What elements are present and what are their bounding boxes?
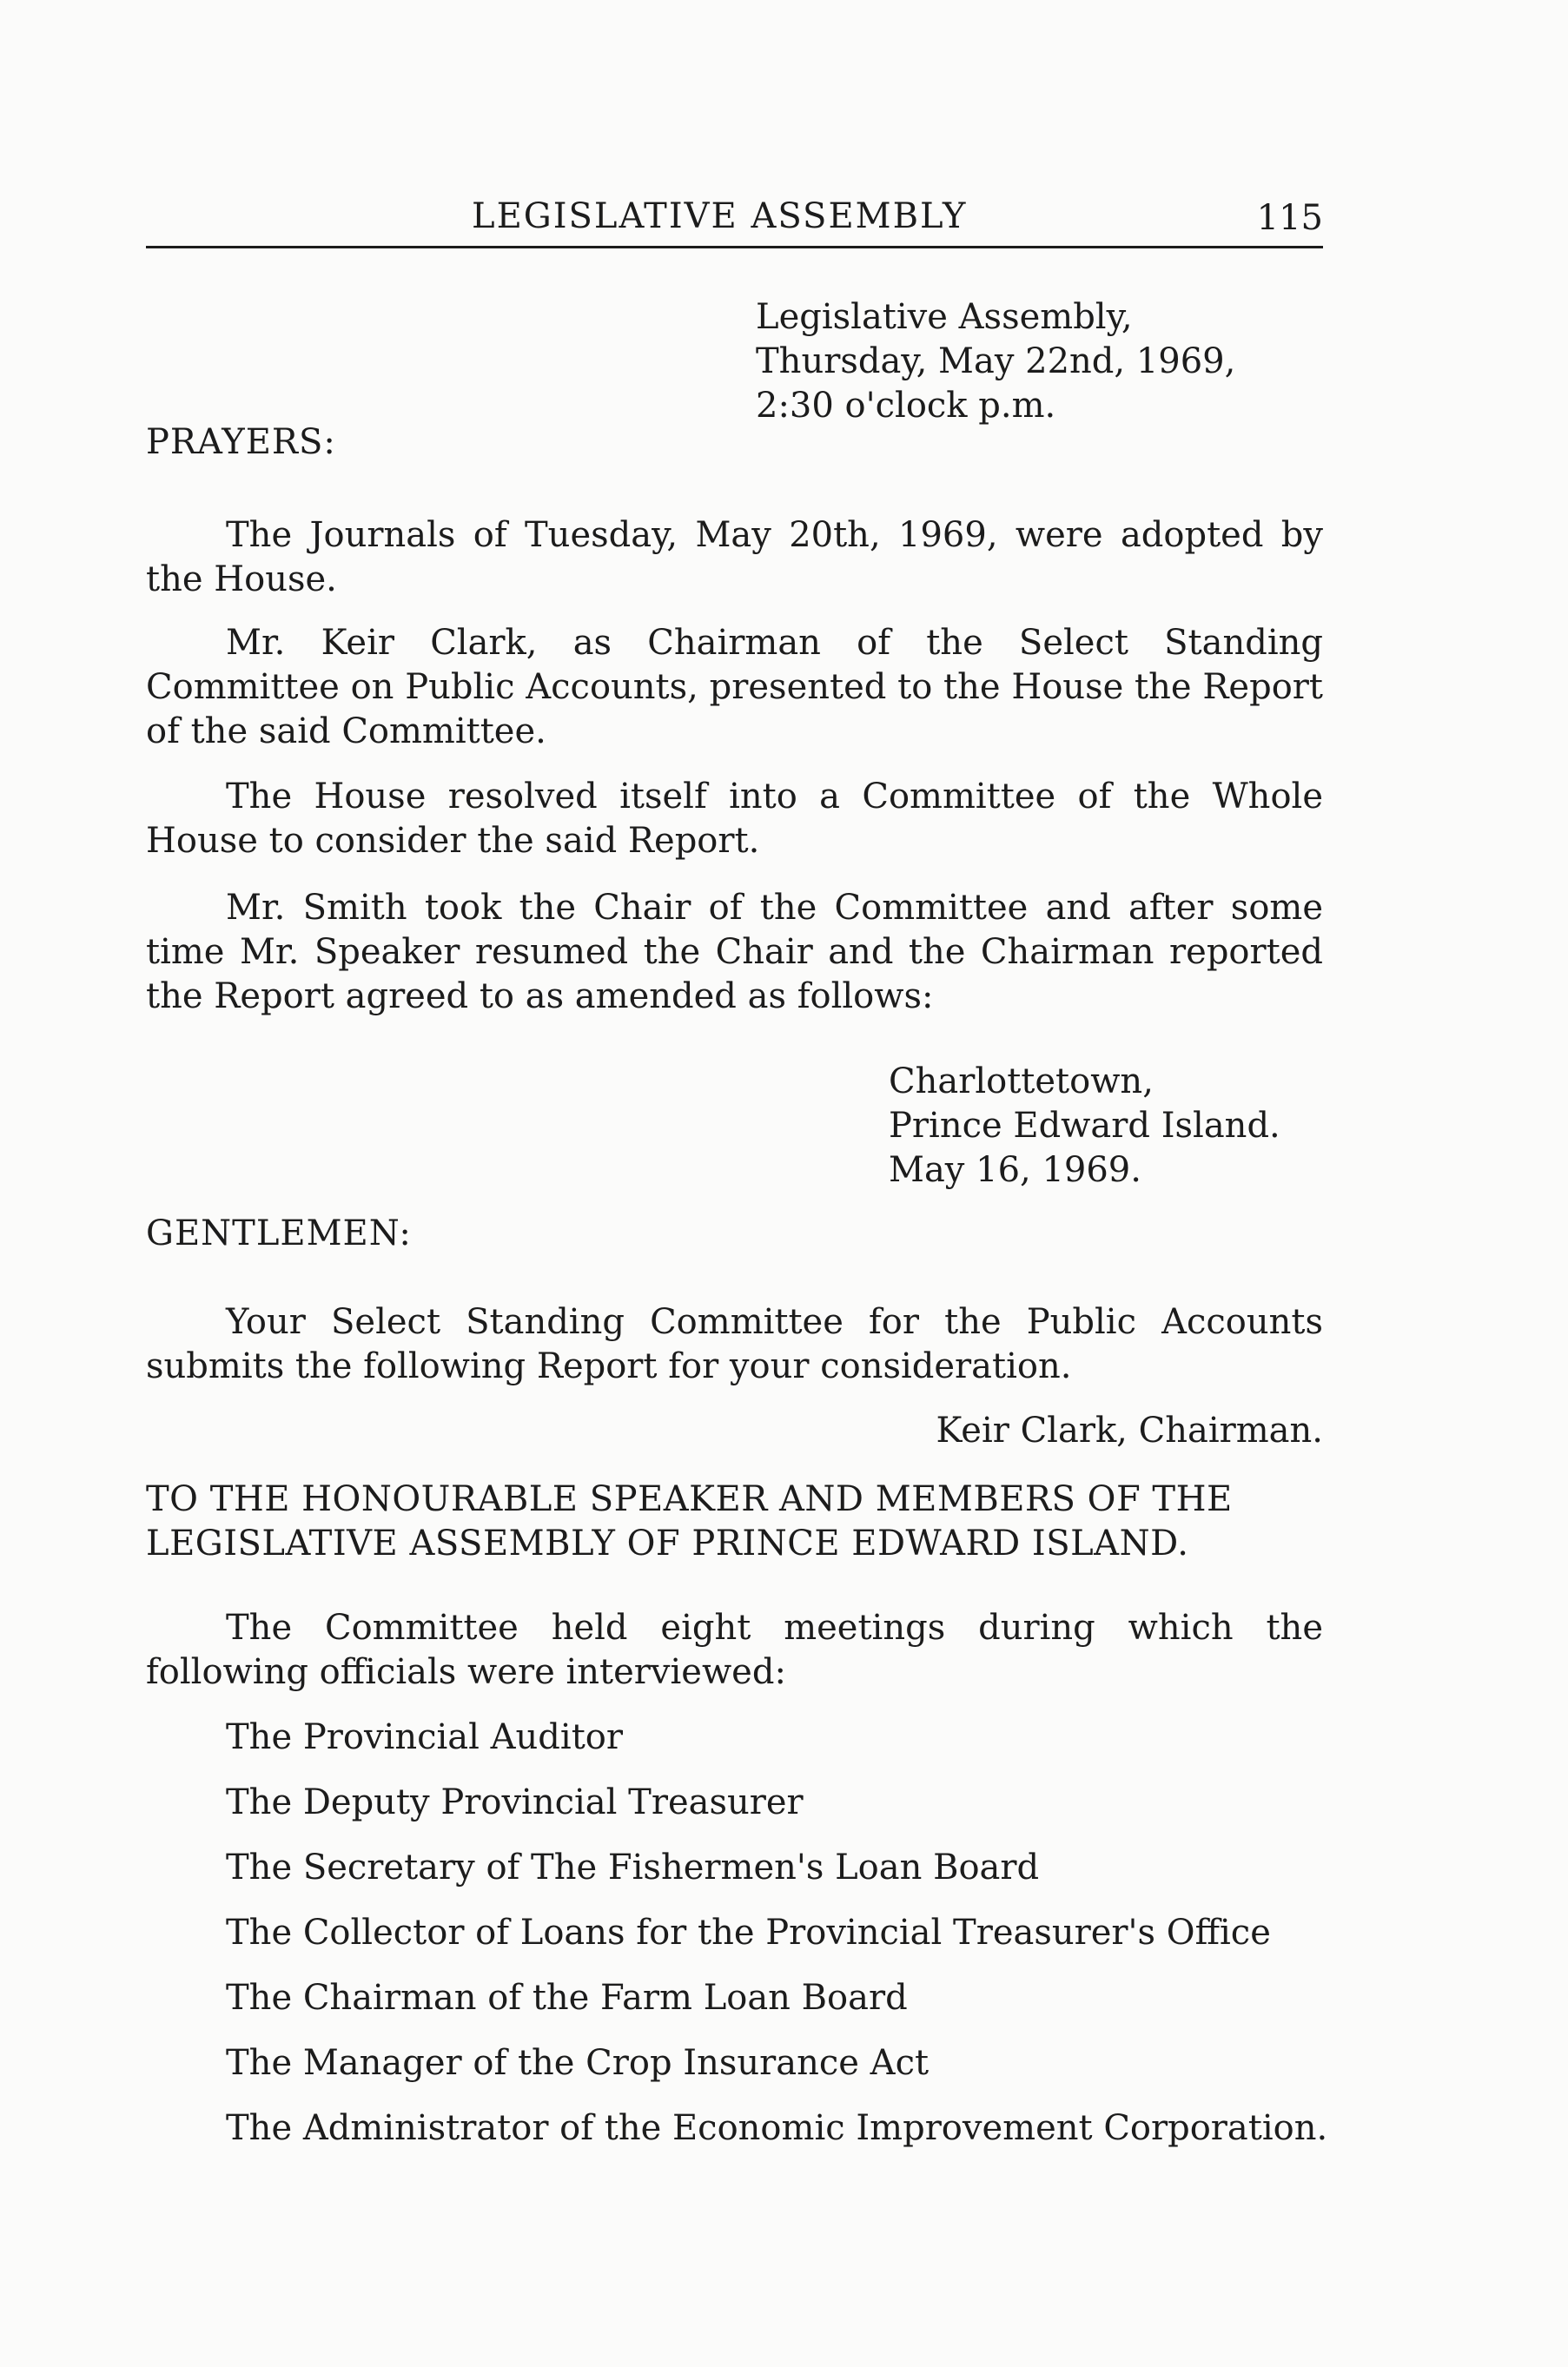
prayers-label: PRAYERS: <box>146 422 336 462</box>
paragraph-chair-report: Mr. Smith took the Chair of the Committee and after some time Mr. Speaker resumed the Chair and the Chairman reported the Report agreed to as amended as follows: <box>146 888 1323 1016</box>
official-list-item: The Collector of Loans for the Provincial Treasurer's Office <box>226 1913 1271 1953</box>
sitting-time: 2:30 o'clock p.m. <box>756 386 1056 426</box>
report-province: Prince Edward Island. <box>889 1106 1280 1146</box>
paragraph-committee-of-whole: The House resolved itself into a Committee of the Whole House to consider the said Report. <box>146 777 1323 861</box>
official-list-item: The Secretary of The Fishermen's Loan Board <box>226 1848 1040 1888</box>
page-header <box>146 196 1323 248</box>
running-head: LEGISLATIVE ASSEMBLY <box>472 196 968 236</box>
official-list-item: The Administrator of the Economic Improvement Corporation. <box>226 2108 1328 2148</box>
sitting-date: Thursday, May 22nd, 1969, <box>756 341 1236 381</box>
page-number: 115 <box>1256 198 1323 238</box>
official-list-item: The Manager of the Crop Insurance Act <box>226 2043 930 2083</box>
paragraph-report-presented: Mr. Keir Clark, as Chairman of the Select Standing Committee on Public Accounts, presented to the House the Report of the said Committee. <box>146 623 1323 751</box>
address-line-1: TO THE HONOURABLE SPEAKER AND MEMBERS OF THE <box>146 1479 1233 1519</box>
meetings-paragraph: The Committee held eight meetings during which the following officials were interviewed: <box>146 1608 1323 1692</box>
address-line-2: LEGISLATIVE ASSEMBLY OF PRINCE EDWARD ISLAND. <box>146 1524 1189 1564</box>
report-city: Charlottetown, <box>889 1061 1154 1101</box>
address-heading <box>146 1478 1323 1566</box>
official-list-item: The Provincial Auditor <box>226 1717 623 1757</box>
sitting-dateline <box>756 295 1235 428</box>
salutation: GENTLEMEN: <box>146 1213 412 1253</box>
report-date: May 16, 1969. <box>889 1150 1141 1190</box>
official-list-item: The Chairman of the Farm Loan Board <box>226 1978 908 2018</box>
sitting-place: Legislative Assembly, <box>756 297 1133 337</box>
header-rule <box>146 246 1323 248</box>
paragraph-journals-adopted: The Journals of Tuesday, May 20th, 1969, were adopted by the House. <box>146 515 1323 599</box>
official-list-item: The Deputy Provincial Treasurer <box>226 1782 804 1822</box>
chairman-signature: Keir Clark, Chairman. <box>936 1411 1323 1451</box>
report-intro: Your Select Standing Committee for the Public Accounts submits the following Report for your consideration. <box>146 1302 1323 1386</box>
report-dateline <box>889 1060 1280 1193</box>
